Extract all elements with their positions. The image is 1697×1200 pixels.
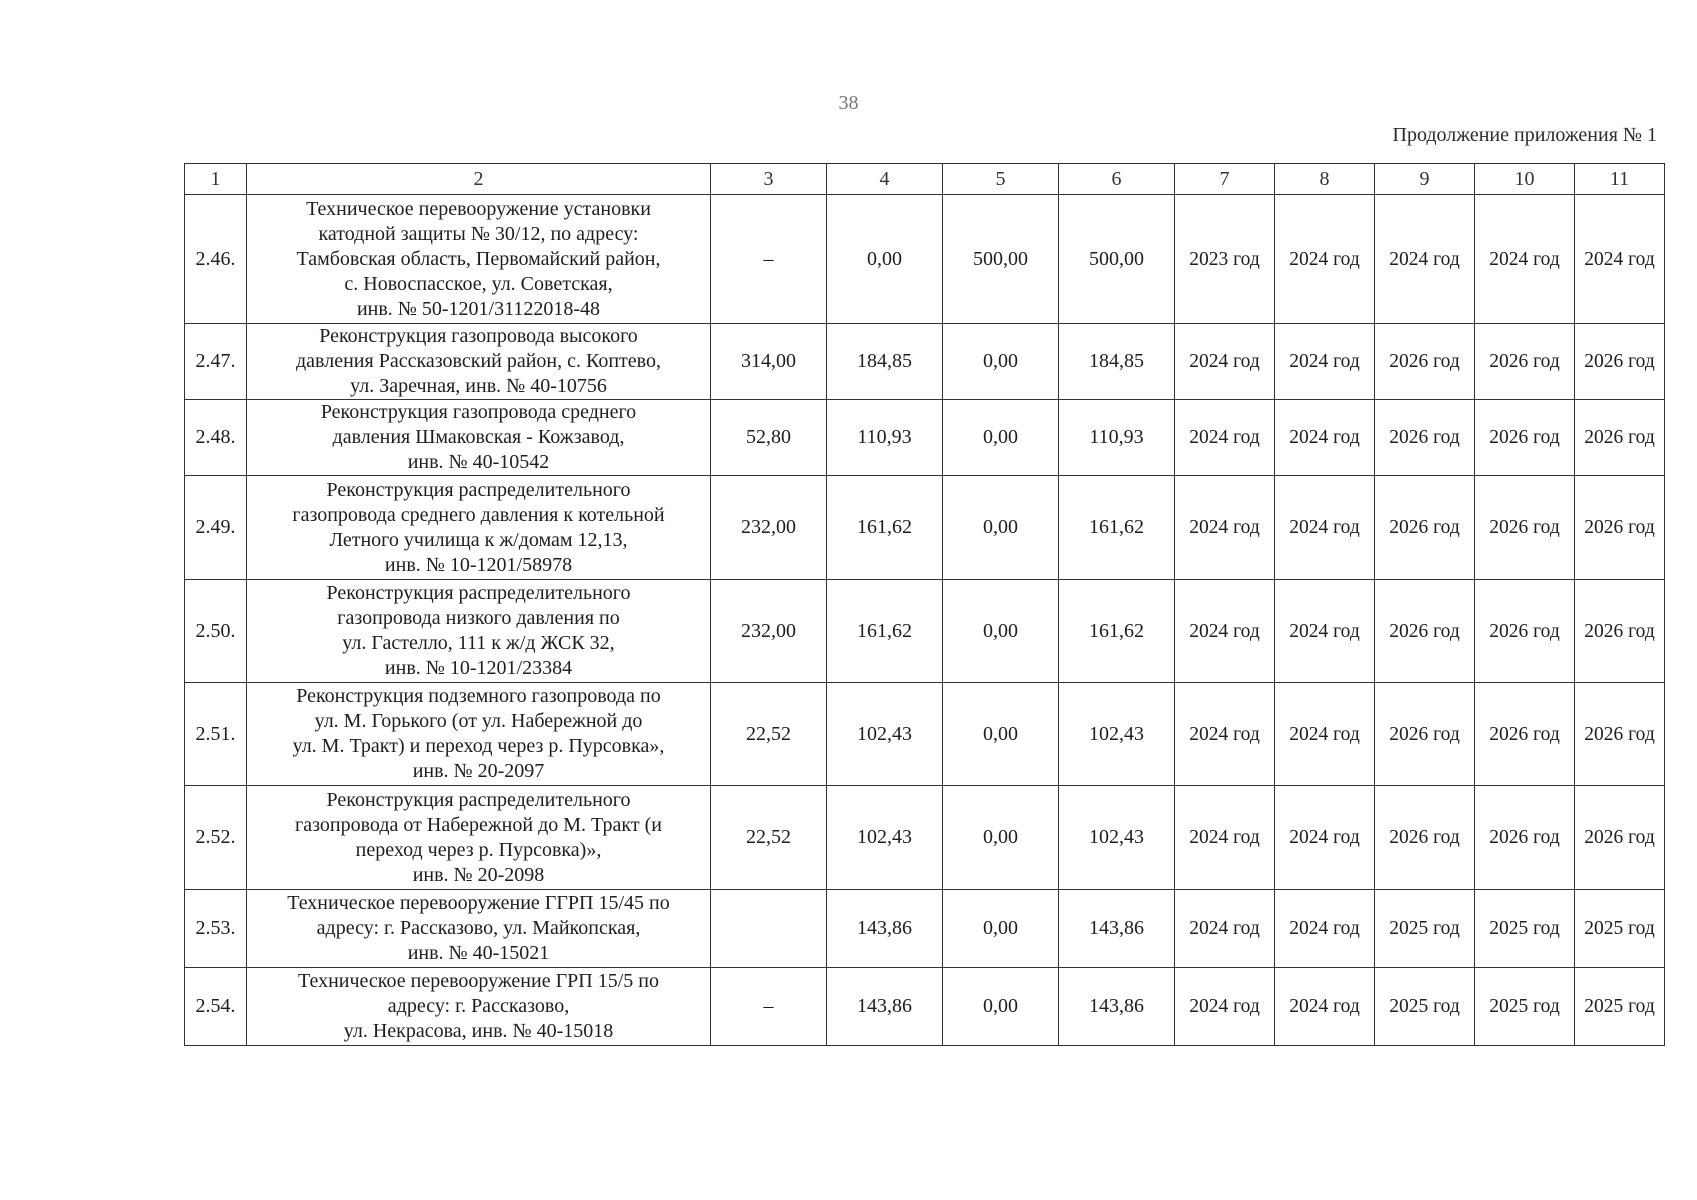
value-cell: 314,00 (711, 324, 827, 400)
row-description (247, 476, 711, 580)
year-cell: 2024 год (1275, 580, 1375, 683)
description-line: Реконструкция подземного газопровода по (296, 685, 661, 707)
year-cell: 2026 год (1575, 400, 1665, 476)
header-row (185, 164, 1665, 195)
value-cell: 102,43 (827, 786, 943, 890)
year-cell: 2025 год (1375, 890, 1475, 968)
year-cell: 2024 год (1175, 786, 1275, 890)
year-cell: 2024 год (1475, 195, 1575, 324)
description-line: катодной защиты № 30/12, по адресу: (318, 222, 639, 245)
header-cell: 5 (943, 164, 1059, 195)
description-line: Реконструкция газопровода среднего (320, 401, 637, 423)
description-line: адресу: г. Рассказово, (387, 995, 570, 1017)
description-line: газопровода среднего давления к котельной (292, 503, 665, 526)
value-cell: 0,00 (943, 890, 1059, 968)
value-cell: 0,00 (827, 195, 943, 324)
description-line: газопровода низкого давления по (337, 607, 620, 629)
description-line: переход через р. Пурсовка)», (355, 838, 602, 861)
value-cell: 184,85 (1059, 324, 1175, 400)
year-cell: 2025 год (1475, 968, 1575, 1046)
row-description (247, 580, 711, 683)
year-cell: 2024 год (1275, 890, 1375, 968)
description-line: ул. Некрасова, инв. № 40-15018 (343, 1020, 614, 1042)
description-line: инв. № 50-1201/31122018-48 (356, 297, 601, 320)
description-line: давления Шмаковская - Кожзавод, (332, 426, 625, 448)
continuation-label: Продолжение приложения № 1 (1392, 124, 1657, 146)
value-cell: 0,00 (943, 580, 1059, 683)
description-line: ул. М. Горького (от ул. Набережной до (314, 710, 643, 732)
year-cell: 2026 год (1375, 324, 1475, 400)
description-line: Реконструкция распределительного (326, 478, 631, 501)
value-cell: 110,93 (827, 400, 943, 476)
year-cell: 2024 год (1275, 968, 1375, 1046)
page-number: 38 (838, 92, 859, 114)
year-cell: 2024 год (1175, 968, 1275, 1046)
table-row (185, 476, 1665, 580)
description-line: инв. № 10-1201/58978 (384, 553, 573, 576)
description-line: адресу: г. Рассказово, ул. Майкопская, (316, 917, 641, 939)
header-cell: 2 (247, 164, 711, 195)
description-line: Реконструкция распределительного (326, 582, 631, 604)
value-cell: 110,93 (1059, 400, 1175, 476)
year-cell: 2026 год (1375, 683, 1475, 786)
description-line: инв. № 10-1201/23384 (384, 657, 573, 679)
description-line: Техническое перевооружение установки (306, 197, 651, 220)
year-cell: 2026 год (1475, 580, 1575, 683)
header-cell: 7 (1175, 164, 1275, 195)
header-cell: 9 (1375, 164, 1475, 195)
row-number: 2.47. (185, 324, 247, 400)
year-cell: 2024 год (1275, 683, 1375, 786)
value-cell: 0,00 (943, 786, 1059, 890)
value-cell: 102,43 (827, 683, 943, 786)
year-cell: 2026 год (1575, 580, 1665, 683)
year-cell: 2026 год (1575, 683, 1665, 786)
year-cell: 2026 год (1475, 400, 1575, 476)
value-cell (711, 890, 827, 968)
row-description (247, 890, 711, 968)
description-line: ул. Гастелло, 111 к ж/д ЖСК 32, (342, 632, 615, 654)
table-row (185, 195, 1665, 324)
value-cell: 0,00 (943, 324, 1059, 400)
year-cell: 2026 год (1375, 400, 1475, 476)
year-cell: 2023 год (1175, 195, 1275, 324)
row-description (247, 324, 711, 400)
description-line: ул. М. Тракт) и переход через р. Пурсовка», (292, 735, 665, 757)
description-line: Реконструкция распределительного (326, 788, 631, 811)
year-cell: 2026 год (1375, 786, 1475, 890)
year-cell: 2024 год (1575, 195, 1665, 324)
row-description (247, 400, 711, 476)
value-cell: 143,86 (1059, 890, 1175, 968)
description-line: инв. № 40-15021 (407, 942, 550, 964)
value-cell: 143,86 (1059, 968, 1175, 1046)
value-cell: – (711, 968, 827, 1046)
row-number: 2.53. (185, 890, 247, 968)
description-line: Техническое перевооружение ГГРП 15/45 по (287, 892, 670, 914)
value-cell: 161,62 (827, 580, 943, 683)
year-cell: 2025 год (1375, 968, 1475, 1046)
value-cell: 0,00 (943, 683, 1059, 786)
year-cell: 2026 год (1375, 476, 1475, 580)
table-row (185, 890, 1665, 968)
year-cell: 2026 год (1475, 476, 1575, 580)
year-cell: 2024 год (1175, 580, 1275, 683)
year-cell: 2024 год (1175, 890, 1275, 968)
description-line: ул. Заречная, инв. № 40-10756 (350, 375, 607, 397)
table-row (185, 786, 1665, 890)
value-cell: 0,00 (943, 968, 1059, 1046)
value-cell: 161,62 (1059, 476, 1175, 580)
row-number: 2.48. (185, 400, 247, 476)
value-cell: 22,52 (711, 786, 827, 890)
description-line: Летного училища к ж/домам 12,13, (329, 528, 628, 551)
year-cell: 2026 год (1475, 324, 1575, 400)
year-cell: 2026 год (1575, 324, 1665, 400)
year-cell: 2024 год (1275, 324, 1375, 400)
header-cell: 10 (1475, 164, 1575, 195)
year-cell: 2025 год (1575, 890, 1665, 968)
description-line: инв. № 40-10542 (407, 451, 550, 473)
description-line: инв. № 20-2097 (412, 760, 545, 782)
row-number: 2.51. (185, 683, 247, 786)
table-row (185, 968, 1665, 1046)
description-line: давления Рассказовский район, с. Коптево, (296, 350, 661, 372)
header-cell: 3 (711, 164, 827, 195)
row-number: 2.49. (185, 476, 247, 580)
value-cell: 102,43 (1059, 683, 1175, 786)
value-cell: 500,00 (1059, 195, 1175, 324)
description-line: Техническое перевооружение ГРП 15/5 по (298, 970, 659, 992)
header-cell: 8 (1275, 164, 1375, 195)
value-cell: – (711, 195, 827, 324)
row-description (247, 786, 711, 890)
year-cell: 2025 год (1475, 890, 1575, 968)
year-cell: 2024 год (1175, 683, 1275, 786)
table-row (185, 683, 1665, 786)
row-description (247, 968, 711, 1046)
header-cell: 4 (827, 164, 943, 195)
description-line: Тамбовская область, Первомайский район, (296, 247, 661, 270)
year-cell: 2026 год (1475, 786, 1575, 890)
year-cell: 2024 год (1175, 476, 1275, 580)
year-cell: 2024 год (1275, 476, 1375, 580)
year-cell: 2024 год (1175, 324, 1275, 400)
year-cell: 2026 год (1575, 476, 1665, 580)
row-number: 2.54. (185, 968, 247, 1046)
table-row (185, 324, 1665, 400)
value-cell: 232,00 (711, 580, 827, 683)
value-cell: 0,00 (943, 400, 1059, 476)
description-line: Реконструкция газопровода высокого (319, 325, 638, 347)
year-cell: 2024 год (1375, 195, 1475, 324)
value-cell: 22,52 (711, 683, 827, 786)
value-cell: 143,86 (827, 890, 943, 968)
row-number: 2.46. (185, 195, 247, 324)
description-line: с. Новоспасское, ул. Советская, (344, 272, 613, 295)
row-description (247, 195, 711, 324)
year-cell: 2026 год (1375, 580, 1475, 683)
header-cell: 6 (1059, 164, 1175, 195)
year-cell: 2024 год (1275, 195, 1375, 324)
data-table (184, 163, 1665, 1046)
description-line: газопровода от Набережной до М. Тракт (и (295, 813, 662, 836)
table-row (185, 580, 1665, 683)
header-cell: 1 (185, 164, 247, 195)
value-cell: 161,62 (1059, 580, 1175, 683)
year-cell: 2024 год (1275, 400, 1375, 476)
value-cell: 0,00 (943, 476, 1059, 580)
value-cell: 232,00 (711, 476, 827, 580)
row-description (247, 683, 711, 786)
value-cell: 184,85 (827, 324, 943, 400)
table-row (185, 400, 1665, 476)
header-cell: 11 (1575, 164, 1665, 195)
value-cell: 52,80 (711, 400, 827, 476)
value-cell: 102,43 (1059, 786, 1175, 890)
year-cell: 2026 год (1575, 786, 1665, 890)
year-cell: 2025 год (1575, 968, 1665, 1046)
year-cell: 2026 год (1475, 683, 1575, 786)
description-line: инв. № 20-2098 (412, 863, 545, 886)
row-number: 2.52. (185, 786, 247, 890)
year-cell: 2024 год (1175, 400, 1275, 476)
year-cell: 2024 год (1275, 786, 1375, 890)
value-cell: 500,00 (943, 195, 1059, 324)
row-number: 2.50. (185, 580, 247, 683)
value-cell: 161,62 (827, 476, 943, 580)
value-cell: 143,86 (827, 968, 943, 1046)
